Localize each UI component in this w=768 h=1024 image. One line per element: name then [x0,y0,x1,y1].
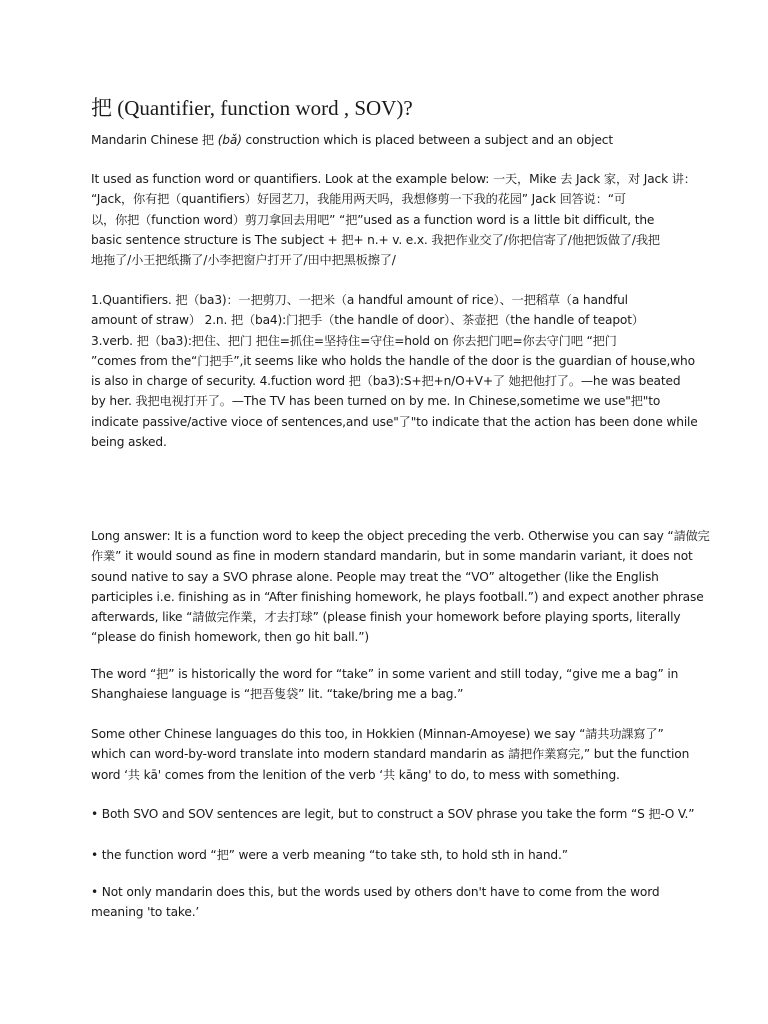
hokkien-line: which can word-by-word translate into modern standard mandarin as 請把作業寫完,” but the function [91,747,690,762]
intro-text-before: Mandarin Chinese 把 [91,133,218,147]
page-title: 把 (Quantifier, function word , SOV)? [91,96,413,120]
hokkien-line: word ‘共 kā' comes from the lenition of the verb ‘共 kāng' to do, to mess with something. [91,767,620,782]
long-answer-line: sound native to say a SVO phrase alone. People may treat the “VO” altogether (like the English [91,569,659,584]
hokkien-line: Some other Chinese languages do this too, in Hokkien (Minnan-Amoyese) we say “請共功課寫了” [91,727,664,741]
long-answer-line: 作業” it would sound as fine in modern standard mandarin, but in some mandarin variant, it does not [91,549,693,564]
bullet-item [91,804,695,824]
bullet-item [91,882,681,923]
usage-line: 地拖了/小王把纸撕了/小李把窗户打开了/田中把黑板擦了/ [91,253,396,268]
bullet-3-line: meaning 'to take.’ [91,905,200,920]
long-answer-line: afterwards, like “請做完作業，才去打球” (please finish your homework before playing sports, literally [91,610,681,625]
long-answer-line: Long answer: It is a function word to keep the object preceding the verb. Otherwise you can say “請做完 [91,529,710,543]
intro-pinyin: (bǎ) [217,133,242,147]
take-paragraph [91,664,681,705]
examples-line: being asked. [91,435,167,450]
examples-line: ”comes from the“门把手”,it seems like who holds the handle of the door is the guardian of house,who [91,353,695,368]
long-answer-line: “please do finish homework, then go hit ball.”) [91,630,370,645]
take-line: The word “把” is historically the word for “take” in some varient and still today, “give me a bag” in [91,667,679,681]
usage-line: It used as function word or quantifiers. Look at the example below: 一天，Mike 去 Jack 家，对 Jack 讲： [91,172,696,186]
examples-line: indicate passive/active vioce of sentences,and use"了"to indicate that the action has been done while [91,414,698,429]
bullet-2-line: • the function word “把” were a verb meaning “to take sth, to hold sth in hand.” [91,848,568,862]
hokkien-paragraph [91,724,690,785]
examples-line: amount of straw） 2.n. 把（ba4):门把手（the handle of door）、茶壶把（the handle of teapot） [91,313,644,328]
bullet-item [91,845,681,865]
examples-line: 1.Quantifiers. 把（ba3)：一把剪刀、一把米（a handful amount of rice）、一把稻草（a handful [91,293,628,307]
usage-paragraph [91,169,696,270]
long-answer-paragraph [91,526,710,648]
examples-paragraph [91,290,698,452]
bullet-1-line: • Both SVO and SOV sentences are legit, but to construct a SOV phrase you take the form “S 把-O V.” [91,807,695,821]
usage-line: basic sentence structure is The subject + 把+ n.+ v. e.x. 我把作业交了/你把信寄了/他把饭做了/我把 [91,232,660,247]
long-answer-line: participles i.e. finishing as in “After finishing homework, he plays football.”) and expect another phrase [91,589,704,604]
bullet-3-line: • Not only mandarin does this, but the words used by others don't have to come from the word [91,885,660,899]
usage-line: “Jack，你有把（quantifiers）好园艺刀，我能用两天吗，我想修剪一下我的花园” Jack 回答说：“可 [91,192,626,207]
intro-paragraph [91,130,681,150]
examples-line: by her. 我把电视打开了。—The TV has been turned on by me. In Chinese,sometime we use"把"to [91,394,661,409]
intro-text-after: construction which is placed between a subject and an object [241,133,613,147]
usage-line: 以，你把（function word）剪刀拿回去用吧” “把”used as a function word is a little bit difficult, the [91,212,655,227]
examples-line: is also in charge of security. 4.fuction word 把（ba3):S+把+n/O+V+了 她把他打了。—he was beated [91,374,681,389]
take-line: Shanghaiese language is “把吾隻袋” lit. “take/bring me a bag.” [91,687,464,702]
examples-line: 3.verb. 把（ba3):把住、把门 把住=抓住=坚持住=守住=hold on 你去把门吧=你去守门吧 “把门 [91,333,617,348]
